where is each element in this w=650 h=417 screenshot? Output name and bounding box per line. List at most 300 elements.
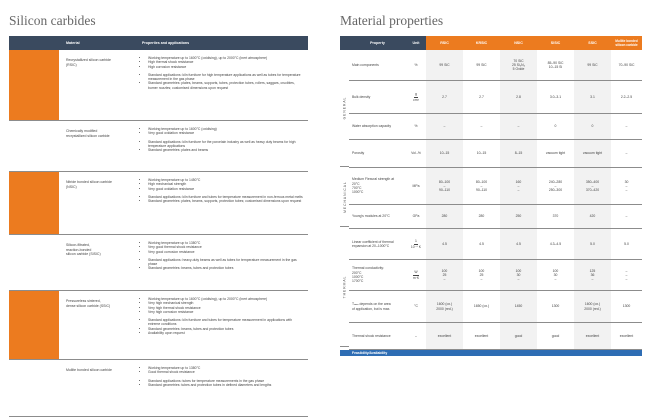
value-lines (479, 242, 484, 246)
material-name (59, 121, 135, 171)
value-lines (515, 151, 523, 155)
material-line: reaction-bonded (66, 247, 92, 252)
value-line: 240–280 (548, 179, 563, 184)
property-item: • Working temperature up to 1380°C (148, 241, 304, 245)
value-line: – (517, 183, 520, 188)
property-name (349, 260, 406, 290)
unit-denominator: 10⁻⁶ K (410, 244, 422, 249)
table-row (9, 50, 308, 121)
value-line: 2.7 (442, 94, 447, 99)
value-cell (500, 323, 537, 349)
unit-fraction (413, 270, 419, 280)
material-line: Chemically modified (66, 129, 98, 133)
value-lines (516, 242, 521, 246)
property-item: • Working temperature up to 1380°C (148, 366, 304, 370)
value-line: 85–90 SiC (547, 60, 564, 65)
unit-text: GPa (412, 214, 420, 219)
property-name (349, 229, 406, 259)
value-line: 1450 (514, 304, 523, 309)
value-cell (463, 323, 500, 349)
material-line: Pressureless sintered, (66, 299, 101, 303)
value-lines (440, 151, 449, 155)
value-line: 370–420 (585, 188, 600, 193)
value-line: 25 Si₃N₄ (512, 62, 525, 67)
value-line: 3.1 (590, 94, 595, 99)
value-lines (444, 124, 446, 128)
value-line: 4.3–4.5 (549, 241, 562, 246)
application-item: • Standard geometries: tubes and protection tubes in defined diameters and lengths (148, 383, 304, 387)
value-cell (426, 229, 463, 259)
material-line: Mullite bonded silicon carbide (66, 368, 112, 372)
group-label-general (340, 50, 349, 167)
value-line: 2.2–2.5 (620, 94, 633, 99)
value-cell (537, 50, 574, 80)
silicon-carbides-table (9, 36, 308, 417)
value-line: – (625, 277, 628, 282)
value-lines (623, 304, 631, 308)
property-lines (352, 302, 391, 311)
unit-text: °C (414, 304, 418, 309)
value-cell (500, 260, 537, 290)
row-color-bar (9, 50, 59, 120)
value-cell (500, 229, 537, 259)
applications-list (142, 73, 304, 90)
table-row (349, 229, 642, 260)
value-line: 1300 (622, 304, 631, 309)
value-line: 10–15 Si (548, 65, 563, 69)
value-line: – (517, 188, 520, 193)
property-item: • Very good oxidation resistance (148, 131, 304, 135)
value-lines (553, 214, 559, 218)
value-line: 10–15 (476, 151, 487, 156)
property-line: 1700°C (352, 279, 364, 284)
unit-numerator: g (415, 92, 417, 97)
application-item: • Standard geometries: plates, beams, supports, tubes, protection tubes, rollers, saggars, crucibles, burner nozzles; customised dimensions upon request (148, 81, 304, 90)
value-line: – (443, 183, 446, 188)
value-cell (537, 205, 574, 228)
value-lines (626, 269, 628, 282)
feasibility-footer: Feasibility/Availability (340, 350, 642, 356)
value-lines (439, 180, 450, 193)
value-cell (537, 260, 574, 290)
value-lines (586, 180, 599, 193)
value-line: 70–90 SiC (618, 62, 635, 67)
value-line: 80–100 (438, 179, 451, 184)
header-mullite-bonded-silicon-carbide: Mullite bonded silicon carbide (611, 36, 642, 50)
unit-fraction (411, 239, 421, 249)
value-lines (546, 151, 565, 155)
value-cell (426, 323, 463, 349)
value-lines (626, 124, 628, 128)
value-line: 2.8 (516, 94, 521, 99)
value-line: 90–110 (438, 188, 451, 193)
table-row (349, 140, 642, 168)
value-line: 70 SiC (513, 58, 524, 63)
value-line: – (591, 183, 594, 188)
property-item: • High corrosion resistance (148, 65, 304, 69)
value-cell (463, 205, 500, 228)
material-properties (135, 360, 308, 416)
group-label-text: THERMAL (342, 275, 347, 299)
value-lines (549, 180, 562, 193)
value-line: 100 (515, 268, 522, 273)
material-name (59, 235, 135, 290)
property-line: of application, but is max. (352, 306, 391, 311)
material-properties (135, 235, 308, 290)
table-row (349, 114, 642, 140)
value-lines (438, 334, 451, 338)
unit-cell (406, 50, 426, 80)
value-cell (426, 50, 463, 80)
value-lines (518, 124, 520, 128)
value-line: – (554, 277, 557, 282)
property-line: expansion at 20–1000°C (352, 244, 390, 248)
header-properties: Properties and applications (142, 41, 190, 45)
applications-list (142, 195, 304, 204)
value-line: – (625, 188, 628, 193)
value-lines (590, 242, 595, 246)
value-cell (611, 260, 642, 290)
value-line: – (625, 183, 628, 188)
material-name (59, 50, 135, 120)
header-ssic: SSIC (574, 36, 611, 50)
header-rsic: RSIC (426, 36, 463, 50)
property-line: Water absorption capacity (352, 124, 392, 129)
value-line: 280 (478, 214, 485, 219)
table-row (349, 168, 642, 205)
value-lines (516, 95, 521, 99)
value-lines (442, 95, 447, 99)
value-line: – (443, 124, 446, 129)
value-lines (587, 63, 597, 67)
value-line: – (480, 124, 483, 129)
row-color-bar (9, 172, 59, 234)
property-lines (352, 334, 391, 338)
value-cell (537, 323, 574, 349)
value-cell (574, 260, 611, 290)
application-item: • Standard applications: tubes for temperature measurements in the gas phase (148, 379, 304, 383)
row-color-bar (9, 235, 59, 290)
value-line: 250–300 (548, 188, 563, 193)
value-line: 30 (553, 272, 558, 277)
value-cell (611, 140, 642, 167)
value-lines (479, 95, 484, 99)
value-cell (574, 205, 611, 228)
value-lines (553, 269, 559, 282)
value-cell (463, 168, 500, 204)
properties-list (142, 178, 304, 191)
value-cell (463, 50, 500, 80)
value-line: 100 (478, 268, 485, 273)
value-cell (463, 229, 500, 259)
property-lines (352, 124, 391, 128)
value-line: vacuum tight (582, 151, 603, 156)
value-lines (590, 269, 596, 282)
property-line: Bulk density (352, 94, 371, 99)
application-item: • Standard geometries: plates and beams (148, 148, 304, 152)
value-line: 1300 (551, 304, 560, 309)
value-cell (537, 229, 574, 259)
value-line: – (625, 268, 628, 273)
value-lines (624, 242, 629, 246)
value-lines (515, 334, 523, 338)
value-cell (611, 168, 642, 204)
property-line: Thermal shock resistance (352, 333, 391, 338)
material-properties (135, 172, 308, 234)
property-item: • Working temperature up to 1450°C (148, 178, 304, 182)
value-line: excellent (474, 333, 489, 338)
value-line: 30 (624, 179, 629, 184)
table-row (9, 291, 308, 360)
value-cell (574, 291, 611, 322)
value-lines (516, 180, 522, 193)
material-properties-table (340, 36, 642, 356)
material-line: Nitride bonded silicon carbide (66, 180, 112, 184)
value-cell (463, 81, 500, 113)
value-line: good (514, 333, 523, 338)
value-cell (500, 140, 537, 167)
value-lines (477, 151, 486, 155)
value-lines (583, 151, 602, 155)
property-item: • Very good oxidation resistance (148, 187, 304, 191)
value-lines (512, 59, 525, 72)
material-line: (NSIC) (66, 184, 77, 189)
value-line: 5.0 (624, 241, 629, 246)
value-cell (574, 50, 611, 80)
applications-list (142, 140, 304, 153)
value-line: 4.5 (516, 241, 521, 246)
table-row (9, 172, 308, 235)
value-lines (474, 304, 489, 308)
property-lines (352, 177, 394, 194)
table-row (349, 260, 642, 291)
value-cell (426, 114, 463, 139)
material-line: (RSIC) (66, 62, 77, 67)
table-row (349, 50, 642, 81)
value-lines (442, 214, 448, 218)
property-lines (352, 214, 390, 218)
header-material: Material (66, 41, 80, 45)
table-row (9, 235, 308, 291)
value-line: 99 SiC (587, 62, 598, 67)
value-cell (426, 260, 463, 290)
value-lines (516, 214, 522, 218)
value-line: – (443, 277, 446, 282)
group-label-thermal (340, 227, 349, 347)
property-item: • Very high mechanical strength (148, 301, 304, 305)
value-line: – (480, 183, 483, 188)
property-name (349, 168, 406, 204)
value-lines (481, 124, 483, 128)
unit-cell (406, 323, 426, 349)
value-cell (426, 168, 463, 204)
table-row (349, 81, 642, 114)
property-item: • Very high corrosion resistance (148, 310, 304, 314)
material-properties (135, 50, 308, 120)
unit-cell (406, 114, 426, 139)
property-item: • Very high thermal shock resistance (148, 306, 304, 310)
header-krsic: KRSIC (463, 36, 500, 50)
table-header (9, 36, 308, 50)
application-item: • Standard applications: kiln furniture and tubes for temperature measurement in applications with extreme conditions (148, 318, 304, 327)
table-row (9, 121, 308, 172)
value-line: – (625, 214, 628, 219)
value-lines (479, 214, 485, 218)
value-cell (574, 323, 611, 349)
property-item: • Very good corrosion resistance (148, 250, 304, 254)
unit-cell (406, 291, 426, 322)
value-line: 350–400 (585, 179, 600, 184)
property-line: 20°C (352, 181, 360, 186)
material-name (59, 172, 135, 234)
unit-text: MPa (412, 183, 420, 188)
value-lines (626, 151, 628, 155)
value-line: – (480, 277, 483, 282)
value-line: 2.7 (479, 94, 484, 99)
value-lines (590, 214, 596, 218)
value-lines (584, 302, 601, 311)
value-cell (500, 114, 537, 139)
application-item: • Availability upon request (148, 331, 304, 335)
row-color-bar (9, 121, 59, 171)
value-cell (500, 50, 537, 80)
property-item: • Working temperature up to 1600°C (oxidising), up to 2000°C (inert atmosphere) (148, 297, 304, 301)
unit-cell (406, 229, 426, 259)
value-line: 80–100 (475, 179, 488, 184)
value-line: 36 (590, 272, 595, 277)
value-line: excellent (437, 333, 452, 338)
value-lines (552, 304, 560, 308)
application-item: • Standard geometries: beams, tubes and protection tubes (148, 327, 304, 331)
value-line: 2000 (red.) (584, 306, 601, 311)
property-name (349, 323, 406, 349)
value-lines (516, 269, 522, 282)
value-line: 1600 (ox.) (436, 302, 453, 307)
property-item: • Very good thermal shock resistance (148, 245, 304, 249)
value-lines (625, 180, 629, 193)
value-lines (442, 242, 447, 246)
value-cell (426, 291, 463, 322)
value-cell (463, 260, 500, 290)
unit-text: – (415, 333, 417, 338)
property-line: 700°C (352, 186, 362, 190)
value-lines (619, 63, 635, 67)
value-line: 100 (441, 268, 448, 273)
value-line: 4.5 (479, 241, 484, 246)
value-lines (555, 124, 557, 128)
property-item: • Working temperature up to 1600°C (oxidising), up to 2000°C (inert atmosphere) (148, 56, 304, 60)
value-line: 3.0–3.1 (549, 94, 562, 99)
value-lines (552, 334, 560, 338)
value-cell (426, 140, 463, 167)
properties-list (142, 56, 304, 69)
unit-denominator: cm³ (413, 97, 419, 102)
material-name (59, 360, 135, 416)
property-line: 1000°C (352, 190, 364, 195)
value-line: – (517, 124, 520, 129)
value-cell (500, 81, 537, 113)
value-lines (626, 214, 628, 218)
right-page-title: Material properties (340, 13, 444, 28)
value-lines (550, 242, 561, 246)
value-cell (500, 168, 537, 204)
unit-cell (406, 260, 426, 290)
properties-list (142, 297, 304, 314)
value-line: – (591, 277, 594, 282)
unit-numerator: W (414, 270, 418, 275)
value-cell (537, 291, 574, 322)
value-line: 30 (516, 272, 521, 277)
property-item: • High mechanical strength (148, 182, 304, 186)
property-line: Tₘₐₓ depends on the area (352, 302, 391, 307)
property-item: • Good thermal shock resistance (148, 370, 304, 374)
unit-text: Vol.-% (411, 151, 421, 156)
applications-list (142, 318, 304, 335)
unit-cell (406, 168, 426, 204)
value-cell (611, 229, 642, 259)
applications-list (142, 379, 304, 388)
value-cell (574, 229, 611, 259)
unit-text: % (414, 62, 418, 67)
value-line: 160 (515, 179, 522, 184)
value-lines (590, 95, 595, 99)
value-cell (611, 205, 642, 228)
value-cell (463, 291, 500, 322)
value-cell (574, 114, 611, 139)
header-spacer (340, 36, 349, 50)
value-cell (611, 323, 642, 349)
header-unit: Unit (406, 36, 426, 50)
unit-denominator: m·K (412, 275, 420, 280)
value-cell (537, 114, 574, 139)
value-line: 100 (552, 268, 559, 273)
value-cell (611, 81, 642, 113)
material-line: Silicon-filtrated, (66, 243, 90, 247)
property-line: 1000°C (352, 275, 364, 279)
value-line: 0 (591, 124, 594, 129)
application-item: • Standard applications: kiln furniture for high temperature applications as well as tubes for temperature measurement in the gas phase (148, 73, 304, 82)
header-property: Property (349, 36, 406, 50)
unit-fraction (413, 92, 419, 102)
value-line: 280 (441, 214, 448, 219)
table-row (349, 205, 642, 229)
value-line: – (517, 277, 520, 282)
property-lines (352, 63, 379, 67)
value-line: – (625, 151, 628, 156)
value-lines (439, 63, 449, 67)
unit-numerator: 1 (415, 239, 417, 244)
application-item: • Standard applications: kiln furniture and tubes for temperature measurement in non-ferrous metal melts (148, 195, 304, 199)
value-lines (436, 302, 453, 311)
value-cell (537, 168, 574, 204)
value-cell (611, 50, 642, 80)
unit-cell (406, 140, 426, 167)
application-item: • Standard geometries: plates, beams, supports, protection tubes; customised dimensions upon request (148, 199, 304, 203)
material-line: recrystallized silicon carbide (66, 133, 110, 138)
value-line: good (551, 333, 560, 338)
property-name (349, 114, 406, 139)
property-line: Thermal conductivity: (352, 266, 385, 271)
value-lines (476, 180, 487, 193)
value-line: 250 (515, 214, 522, 219)
material-line: Recrystallized silicon carbide (66, 58, 111, 62)
unit-cell (406, 205, 426, 228)
group-label-mechanical (340, 167, 349, 228)
property-lines (352, 240, 394, 249)
left-page-title: Silicon carbides (9, 13, 96, 28)
property-line: Young's modules at 20°C (352, 214, 390, 219)
table-row (9, 360, 308, 417)
